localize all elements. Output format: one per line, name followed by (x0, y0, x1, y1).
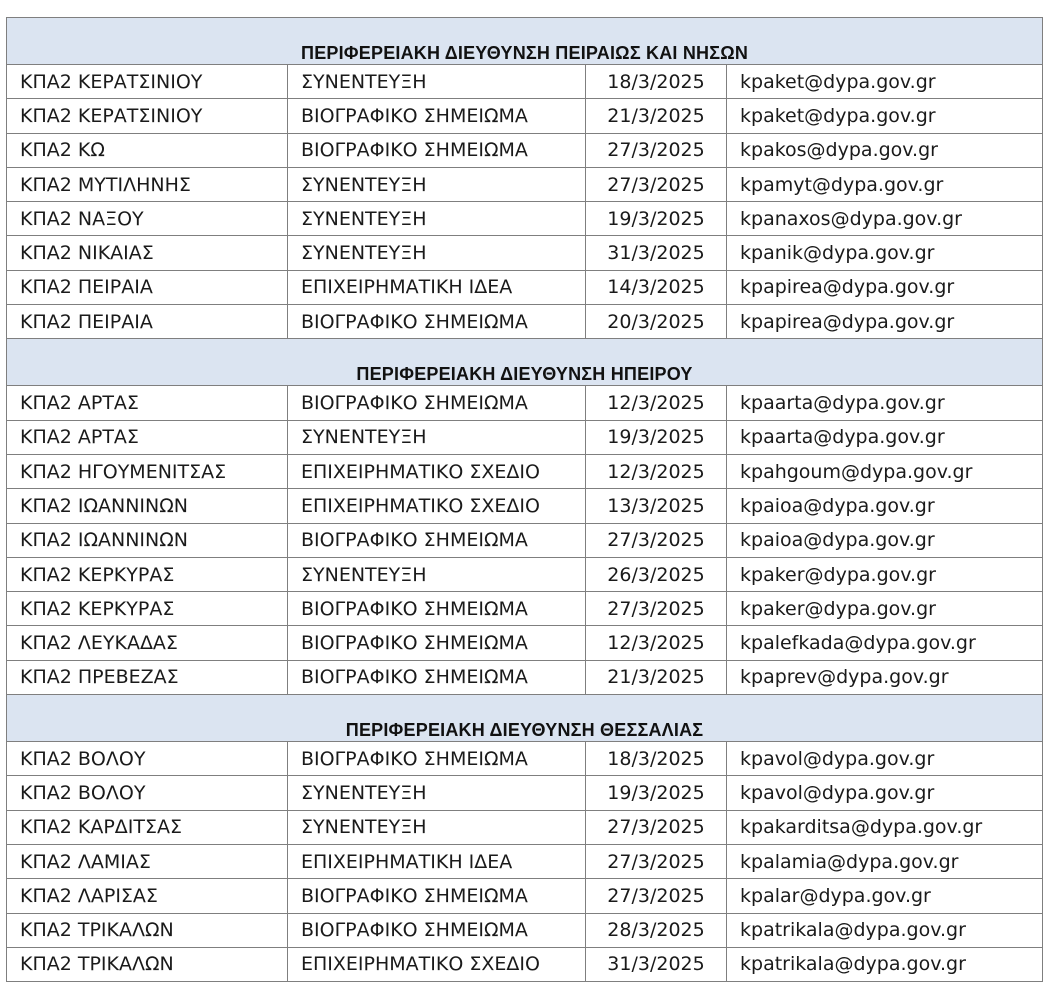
date-cell: 27/3/2025 (586, 133, 727, 167)
date-cell: 31/3/2025 (586, 236, 727, 270)
table-row (7, 557, 1043, 591)
date-cell: 12/3/2025 (586, 386, 727, 420)
table-row (7, 270, 1043, 304)
section-header-row (7, 18, 1043, 65)
table-row (7, 133, 1043, 167)
topic-cell: ΒΙΟΓΡΑΦΙΚΟ ΣΗΜΕΙΩΜΑ (288, 133, 586, 167)
office-cell: ΚΠΑ2 ΚΕΡΚΥΡΑΣ (7, 557, 288, 591)
date-cell: 27/3/2025 (586, 879, 727, 913)
topic-cell: ΒΙΟΓΡΑΦΙΚΟ ΣΗΜΕΙΩΜΑ (288, 592, 586, 626)
office-cell: ΚΠΑ2 ΛΕΥΚΑΔΑΣ (7, 626, 288, 660)
table-row (7, 913, 1043, 947)
date-cell: 21/3/2025 (586, 99, 727, 133)
table-row (7, 420, 1043, 454)
office-cell: ΚΠΑ2 ΑΡΤΑΣ (7, 386, 288, 420)
topic-cell: ΒΙΟΓΡΑΦΙΚΟ ΣΗΜΕΙΩΜΑ (288, 523, 586, 557)
office-cell: ΚΠΑ2 ΛΑΡΙΣΑΣ (7, 879, 288, 913)
table-row (7, 947, 1043, 981)
office-cell: ΚΠΑ2 ΤΡΙΚΑΛΩΝ (7, 947, 288, 981)
section-header-row (7, 339, 1043, 386)
section-title: ΠΕΡΙΦΕΡΕΙΑΚΗ ΔΙΕΥΘΥΝΣΗ ΠΕΙΡΑΙΩΣ ΚΑΙ ΝΗΣΩΝ (7, 18, 1043, 65)
table-row (7, 776, 1043, 810)
office-cell: ΚΠΑ2 ΝΑΞΟΥ (7, 202, 288, 236)
date-cell: 26/3/2025 (586, 557, 727, 591)
table-row (7, 626, 1043, 660)
table-row (7, 99, 1043, 133)
date-cell: 19/3/2025 (586, 202, 727, 236)
office-cell: ΚΠΑ2 ΚΑΡΔΙΤΣΑΣ (7, 810, 288, 844)
office-cell: ΚΠΑ2 ΚΕΡΚΥΡΑΣ (7, 592, 288, 626)
section-title: ΠΕΡΙΦΕΡΕΙΑΚΗ ΔΙΕΥΘΥΝΣΗ ΘΕΣΣΑΛΙΑΣ (7, 695, 1043, 742)
schedule-table-body (7, 18, 1043, 982)
office-cell: ΚΠΑ2 ΗΓΟΥΜΕΝΙΤΣΑΣ (7, 454, 288, 488)
date-cell: 21/3/2025 (586, 660, 727, 694)
email-cell: kpamyt@dypa.gov.gr (727, 167, 1043, 201)
email-cell: kpakarditsa@dypa.gov.gr (727, 810, 1043, 844)
topic-cell: ΒΙΟΓΡΑΦΙΚΟ ΣΗΜΕΙΩΜΑ (288, 386, 586, 420)
date-cell: 19/3/2025 (586, 420, 727, 454)
date-cell: 27/3/2025 (586, 167, 727, 201)
topic-cell: ΒΙΟΓΡΑΦΙΚΟ ΣΗΜΕΙΩΜΑ (288, 99, 586, 133)
email-cell: kpavol@dypa.gov.gr (727, 742, 1043, 776)
table-row (7, 305, 1043, 339)
office-cell: ΚΠΑ2 ΒΟΛΟΥ (7, 742, 288, 776)
table-row (7, 660, 1043, 694)
email-cell: kpaarta@dypa.gov.gr (727, 420, 1043, 454)
email-cell: kpaioa@dypa.gov.gr (727, 523, 1043, 557)
office-cell: ΚΠΑ2 ΚΕΡΑΤΣΙΝΙΟΥ (7, 65, 288, 99)
table-row (7, 592, 1043, 626)
email-cell: kpalamia@dypa.gov.gr (727, 844, 1043, 878)
date-cell: 18/3/2025 (586, 742, 727, 776)
topic-cell: ΣΥΝΕΝΤΕΥΞΗ (288, 167, 586, 201)
office-cell: ΚΠΑ2 ΒΟΛΟΥ (7, 776, 288, 810)
date-cell: 27/3/2025 (586, 810, 727, 844)
topic-cell: ΣΥΝΕΝΤΕΥΞΗ (288, 557, 586, 591)
date-cell: 27/3/2025 (586, 523, 727, 557)
date-cell: 31/3/2025 (586, 947, 727, 981)
date-cell: 18/3/2025 (586, 65, 727, 99)
email-cell: kpaker@dypa.gov.gr (727, 557, 1043, 591)
email-cell: kpaker@dypa.gov.gr (727, 592, 1043, 626)
email-cell: kpahgoum@dypa.gov.gr (727, 454, 1043, 488)
office-cell: ΚΠΑ2 ΚΕΡΑΤΣΙΝΙΟΥ (7, 99, 288, 133)
email-cell: kpaarta@dypa.gov.gr (727, 386, 1043, 420)
email-cell: kpaprev@dypa.gov.gr (727, 660, 1043, 694)
table-row (7, 742, 1043, 776)
topic-cell: ΣΥΝΕΝΤΕΥΞΗ (288, 65, 586, 99)
email-cell: kpaket@dypa.gov.gr (727, 65, 1043, 99)
topic-cell: ΣΥΝΕΝΤΕΥΞΗ (288, 420, 586, 454)
table-row (7, 523, 1043, 557)
date-cell: 27/3/2025 (586, 844, 727, 878)
date-cell: 27/3/2025 (586, 592, 727, 626)
table-row (7, 879, 1043, 913)
schedule-table (6, 17, 1043, 982)
email-cell: kpatrikala@dypa.gov.gr (727, 947, 1043, 981)
table-row (7, 202, 1043, 236)
office-cell: ΚΠΑ2 ΠΕΙΡΑΙΑ (7, 305, 288, 339)
email-cell: kpalar@dypa.gov.gr (727, 879, 1043, 913)
topic-cell: ΒΙΟΓΡΑΦΙΚΟ ΣΗΜΕΙΩΜΑ (288, 879, 586, 913)
topic-cell: ΕΠΙΧΕΙΡΗΜΑΤΙΚΗ ΙΔΕΑ (288, 844, 586, 878)
email-cell: kpakos@dypa.gov.gr (727, 133, 1043, 167)
table-row (7, 844, 1043, 878)
table-row (7, 454, 1043, 488)
email-cell: kpatrikala@dypa.gov.gr (727, 913, 1043, 947)
table-row (7, 489, 1043, 523)
topic-cell: ΕΠΙΧΕΙΡΗΜΑΤΙΚΗ ΙΔΕΑ (288, 270, 586, 304)
topic-cell: ΒΙΟΓΡΑΦΙΚΟ ΣΗΜΕΙΩΜΑ (288, 305, 586, 339)
date-cell: 12/3/2025 (586, 454, 727, 488)
email-cell: kpalefkada@dypa.gov.gr (727, 626, 1043, 660)
date-cell: 20/3/2025 (586, 305, 727, 339)
date-cell: 28/3/2025 (586, 913, 727, 947)
date-cell: 12/3/2025 (586, 626, 727, 660)
email-cell: kpanik@dypa.gov.gr (727, 236, 1043, 270)
topic-cell: ΕΠΙΧΕΙΡΗΜΑΤΙΚΟ ΣΧΕΔΙΟ (288, 489, 586, 523)
office-cell: ΚΠΑ2 ΚΩ (7, 133, 288, 167)
date-cell: 19/3/2025 (586, 776, 727, 810)
topic-cell: ΣΥΝΕΝΤΕΥΞΗ (288, 810, 586, 844)
office-cell: ΚΠΑ2 ΛΑΜΙΑΣ (7, 844, 288, 878)
section-title: ΠΕΡΙΦΕΡΕΙΑΚΗ ΔΙΕΥΘΥΝΣΗ ΗΠΕΙΡΟΥ (7, 339, 1043, 386)
office-cell: ΚΠΑ2 ΠΕΙΡΑΙΑ (7, 270, 288, 304)
topic-cell: ΕΠΙΧΕΙΡΗΜΑΤΙΚΟ ΣΧΕΔΙΟ (288, 947, 586, 981)
topic-cell: ΣΥΝΕΝΤΕΥΞΗ (288, 202, 586, 236)
section-header-row (7, 695, 1043, 742)
topic-cell: ΒΙΟΓΡΑΦΙΚΟ ΣΗΜΕΙΩΜΑ (288, 626, 586, 660)
email-cell: kpaket@dypa.gov.gr (727, 99, 1043, 133)
table-row (7, 236, 1043, 270)
office-cell: ΚΠΑ2 ΤΡΙΚΑΛΩΝ (7, 913, 288, 947)
office-cell: ΚΠΑ2 ΙΩΑΝΝΙΝΩΝ (7, 523, 288, 557)
email-cell: kpaioa@dypa.gov.gr (727, 489, 1043, 523)
topic-cell: ΣΥΝΕΝΤΕΥΞΗ (288, 236, 586, 270)
email-cell: kpavol@dypa.gov.gr (727, 776, 1043, 810)
office-cell: ΚΠΑ2 ΠΡΕΒΕΖΑΣ (7, 660, 288, 694)
topic-cell: ΒΙΟΓΡΑΦΙΚΟ ΣΗΜΕΙΩΜΑ (288, 742, 586, 776)
email-cell: kpapirea@dypa.gov.gr (727, 270, 1043, 304)
topic-cell: ΒΙΟΓΡΑΦΙΚΟ ΣΗΜΕΙΩΜΑ (288, 660, 586, 694)
topic-cell: ΒΙΟΓΡΑΦΙΚΟ ΣΗΜΕΙΩΜΑ (288, 913, 586, 947)
table-row (7, 65, 1043, 99)
office-cell: ΚΠΑ2 ΙΩΑΝΝΙΝΩΝ (7, 489, 288, 523)
table-row (7, 167, 1043, 201)
email-cell: kpanaxos@dypa.gov.gr (727, 202, 1043, 236)
date-cell: 14/3/2025 (586, 270, 727, 304)
office-cell: ΚΠΑ2 ΝΙΚΑΙΑΣ (7, 236, 288, 270)
office-cell: ΚΠΑ2 ΜΥΤΙΛΗΝΗΣ (7, 167, 288, 201)
table-row (7, 386, 1043, 420)
email-cell: kpapirea@dypa.gov.gr (727, 305, 1043, 339)
topic-cell: ΣΥΝΕΝΤΕΥΞΗ (288, 776, 586, 810)
table-row (7, 810, 1043, 844)
office-cell: ΚΠΑ2 ΑΡΤΑΣ (7, 420, 288, 454)
date-cell: 13/3/2025 (586, 489, 727, 523)
topic-cell: ΕΠΙΧΕΙΡΗΜΑΤΙΚΟ ΣΧΕΔΙΟ (288, 454, 586, 488)
